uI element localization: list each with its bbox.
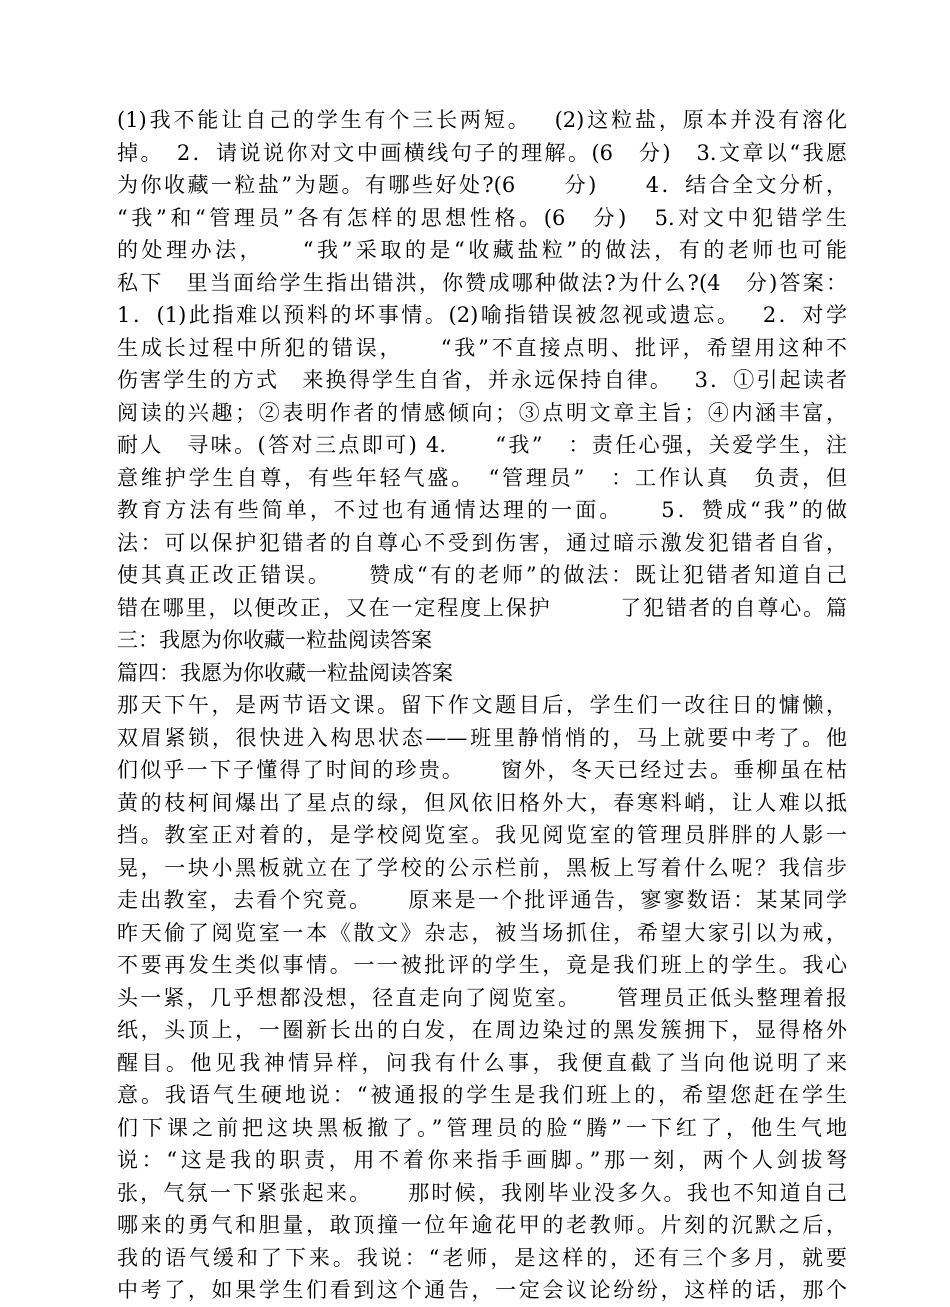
- text-line: 张，气氛一下紧张起来。 那时候，我刚毕业没多久。我也不知道自己: [117, 1180, 847, 1205]
- text-line: 耐人 寻味。(答对三点即可) 4. “我” ：责任心强，关爱学生，注: [117, 433, 847, 457]
- text-line: 法：可以保护犯错者的自尊心不受到伤害，通过暗示激发犯错者自省，: [117, 530, 847, 555]
- text-line: 们似乎一下子懂得了时间的珍贵。 窗外，冬天已经过去。垂柳虽在枯: [117, 758, 847, 782]
- text-line: 醒目。他见我神情异样，问我有什么事，我便直截了当向他说明了来: [117, 1050, 847, 1075]
- text-line: 们下课之前把这块黑板撤了。”管理员的脸“腾”一下红了，他生气地: [117, 1115, 847, 1140]
- text-line: 篇四：我愿为你收藏一粒盐阅读答案: [117, 660, 453, 685]
- text-line: 走出教室，去看个究竟。 原来是一个批评通告，寥寥数语：某某同学: [117, 888, 847, 912]
- text-line: 双眉紧锁，很快进入构思状态——班里静悄悄的，马上就要中考了。他: [117, 725, 847, 750]
- text-line: 挡。教室正对着的，是学校阅览室。我见阅览室的管理员胖胖的人影一: [117, 823, 847, 847]
- text-line: 晃，一块小黑板就立在了学校的公示栏前，黑板上写着什么呢？我信步: [117, 855, 847, 880]
- text-line: 中考了，如果学生们看到这个通告，一定会议论纷纷，这样的话，那个: [117, 1278, 847, 1302]
- text-line: 意维护学生自尊，有些年轻气盛。 “管理员” ：工作认真 负责，但: [117, 465, 847, 490]
- text-line: 教育方法有些简单，不过也有通情达理的一面。 5．赞成“我”的做: [117, 498, 847, 522]
- text-line: 昨天偷了阅览室一本《散文》杂志，被当场抓住，希望大家引以为戒，: [117, 920, 847, 945]
- text-line: 生成长过程中所犯的错误， “我”不直接点明、批评，希望用这种不: [117, 335, 847, 360]
- text-line: 伤害学生的方式 来换得学生自省，并永远保持自律。 3．①引起读者: [117, 368, 847, 392]
- text-line: 私下 里当面给学生指出错洪，你赞成哪种做法?为什么?(4 分)答案：: [117, 270, 847, 295]
- text-line: 那天下午，是两节语文课。留下作文题目后，学生们一改往日的慵懒，: [117, 693, 847, 717]
- text-line: 阅读的兴趣；②表明作者的情感倾向；③点明文章主旨；④内涵丰富，: [117, 400, 847, 425]
- text-line: 说：“这是我的职责，用不着你来指手画脚。”那一刻，两个人剑拔弩: [117, 1148, 847, 1172]
- text-line: 头一紧，几乎想都没想，径直走向了阅览室。 管理员正低头整理着报: [117, 985, 847, 1010]
- text-line: 1．(1)此指难以预料的坏事情。(2)喻指错误被忽视或遗忘。 2．对学: [117, 303, 847, 327]
- text-line: 哪来的勇气和胆量，敢顶撞一位年逾花甲的老教师。片刻的沉默之后，: [117, 1213, 847, 1237]
- text-line: “我”和“管理员”各有怎样的思想性格。(6 分) 5.对文中犯错学生: [117, 205, 847, 230]
- text-line: 我的语气缓和了下来。我说：“老师，是这样的，还有三个多月，就要: [117, 1245, 847, 1270]
- text-line: 三：我愿为你收藏一粒盐阅读答案: [117, 628, 432, 652]
- text-line: 使其真正改正错误。 赞成“有的老师”的做法：既让犯错者知道自己: [117, 563, 847, 587]
- document-body-text: [117, 104, 847, 1307]
- text-line: 黄的枝柯间爆出了星点的绿，但风依旧格外大，春寒料峭，让人难以抵: [117, 790, 847, 815]
- text-line: 错在哪里，以便改正，又在一定程度上保护 了犯错者的自尊心。篇: [117, 595, 847, 620]
- text-line: 不要再发生类似事情。一一被批评的学生，竟是我们班上的学生。我心: [117, 953, 847, 977]
- text-line: 纸，头顶上，一圈新长出的白发，在周边染过的黑发簇拥下，显得格外: [117, 1018, 847, 1042]
- text-line: (1)我不能让自己的学生有个三长两短。 (2)这粒盐，原本并没有溶化: [117, 108, 847, 132]
- text-line: 为你收藏一粒盐”为题。有哪些好处?(6 分) 4．结合全文分析，: [117, 173, 847, 197]
- text-line: 的处理办法， “我”采取的是“收藏盐粒”的做法，有的老师也可能: [117, 238, 847, 262]
- text-line: 掉。 2．请说说你对文中画横线句子的理解。(6 分) 3.文章以“我愿: [117, 140, 847, 165]
- text-line: 意。我语气生硬地说：“被通报的学生是我们班上的，希望您赶在学生: [117, 1083, 847, 1107]
